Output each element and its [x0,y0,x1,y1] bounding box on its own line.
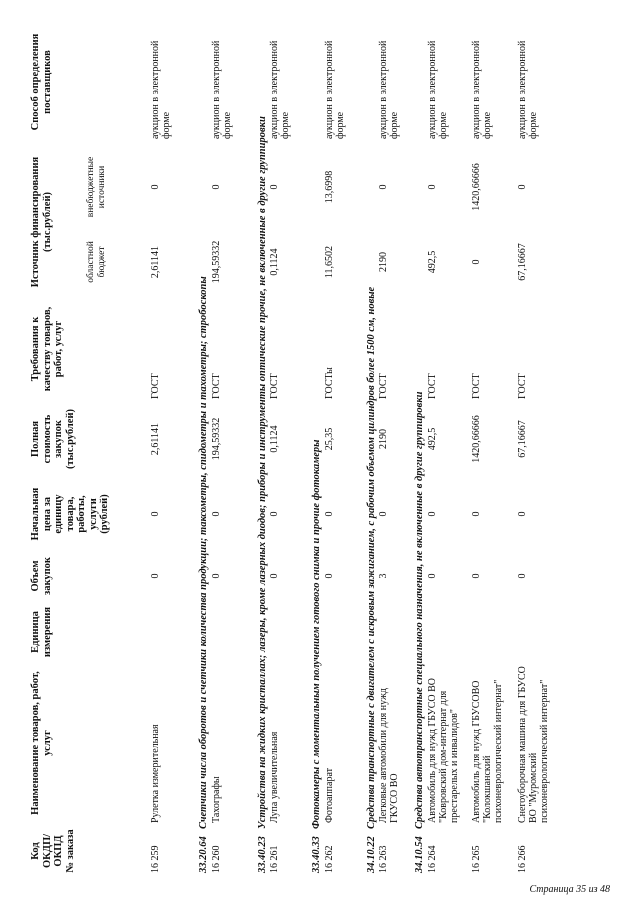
cell-price: 0 [323,511,335,517]
cell-method: аукцион в электронной форме [470,40,493,139]
page-number: Страница 35 из 48 [529,884,610,895]
cell-name: Снегоуборочная машина для ГБУСО ВО "Муромский психоневрологический интернат" [516,666,550,823]
header-method: Способ определения поставщиков [30,33,53,131]
cell-requirements: ГОСТ [378,373,389,399]
cell-method: аукцион в электронной форме [150,40,172,139]
cell-method: аукцион в электронной форме [210,40,233,139]
cell-volume: 0 [470,573,482,579]
cell-name: Тахографы [210,776,222,823]
category-row [198,25,210,873]
procurement-table [30,25,561,873]
category-title: Фотокамеры с моментальным получением готового снимка и прочие фотокамеры [311,439,322,829]
header-source: Источник финансирования (тыс.рублей) [30,156,53,288]
cell-volume: 0 [516,573,528,579]
category-code: 33.20.64 [198,836,209,873]
cell-code: 16 260 [210,845,222,873]
cell-name: Фотоаппарат [323,767,335,823]
header-unit: Единица измерения [30,606,53,658]
cell-total: 67,16667 [516,420,528,458]
cell-price: 0 [210,511,222,517]
cell-volume: 0 [210,573,222,579]
cell-total: 492,5 [426,427,438,451]
header-source-regional: областной бюджет [86,241,107,283]
cell-price: 0 [470,511,482,517]
cell-volume: 0 [150,573,161,579]
cell-extrabudget: 0 [150,184,161,190]
cell-price: 0 [426,511,438,517]
cell-regional-budget: 11,6502 [323,245,335,279]
cell-extrabudget: 0 [378,184,389,190]
cell-extrabudget: 0 [210,184,222,190]
cell-name: Рулетка измерительная [150,724,161,823]
cell-code: 16 263 [378,845,389,873]
cell-regional-budget: 492,5 [426,250,438,274]
cell-name: Легковые автомобили для нужд ГКУСО ВО [378,688,400,823]
cell-total: 0,1124 [269,425,280,453]
cell-regional-budget: 0 [470,259,482,265]
cell-price: 0 [516,511,528,517]
cell-regional-budget: 67,16667 [516,243,528,281]
cell-price: 0 [378,511,389,517]
cell-extrabudget: 0 [269,184,280,190]
category-row [366,25,378,873]
cell-requirements: ГОСТ [516,373,528,399]
category-code: 33.40.23 [256,836,268,873]
cell-regional-budget: 194,59332 [210,240,222,284]
cell-requirements: ГОСТ [269,373,280,399]
cell-code: 16 266 [516,845,528,873]
cell-code: 16 259 [150,845,161,873]
category-code: 34.10.22 [365,836,377,873]
header-source-extra: внебюджетные источники [86,156,107,218]
cell-method: аукцион в электронной форме [426,40,449,139]
header-name: Наименование товаров, работ, услуг [30,671,53,815]
cell-method: аукцион в электронной форме [269,40,291,139]
category-row [311,25,323,873]
cell-extrabudget: 1420,66666 [470,163,482,211]
header-requirements: Требования к качеству товаров, работ, услуг [30,306,64,392]
category-code: 34.10.54 [414,836,425,873]
category-title: Устройства на жидких кристаллах; лазеры, кроме лазерных диодов; приборы и инструменты оптические прочие, не включенные в другие группировки [256,116,268,829]
cell-method: аукцион в электронной форме [378,40,400,139]
cell-requirements: ГОСТ [150,373,161,399]
cell-volume: 0 [426,573,438,579]
cell-extrabudget: 0 [426,184,438,190]
category-title: Счетчики числа оборотов и счетчики количества продукции; таксометры, спидометры и тахометры; стробоскопы [198,276,209,829]
cell-name: Автомобиль для нужд ГБУСОВО "Колокшанский психоневрологический интернат" [470,679,504,823]
cell-code: 16 264 [426,845,438,873]
table-row [427,25,471,873]
cell-regional-budget: 2,61141 [150,245,161,279]
table-row [269,25,309,873]
table-row [517,25,561,873]
cell-code: 16 265 [470,845,482,873]
table-row [150,25,196,873]
cell-price: 0 [269,511,280,517]
cell-name: Лупа увеличительная [269,731,280,823]
table-body [150,25,561,873]
cell-method: аукцион в электронной форме [516,40,539,139]
cell-method: аукцион в электронной форме [323,40,346,139]
cell-code: 16 262 [323,845,335,873]
cell-total: 2190 [378,429,389,449]
cell-requirements: ГОСТ [470,373,482,399]
cell-volume: 0 [269,573,280,579]
cell-code: 16 261 [269,845,280,873]
cell-volume: 0 [323,573,335,579]
cell-regional-budget: 0,1124 [269,248,280,276]
cell-name: Автомобиль для нужд ГБУСО ВО "Ковровский дом-интернат для престарелых и инвалидов" [426,678,460,823]
header-total: Полная стоимость закупок (тыс.рублей) [30,408,76,470]
category-code: 33.40.33 [311,836,322,873]
cell-total: 25,35 [323,427,335,451]
cell-requirements: ГОСТы [323,367,335,399]
cell-total: 2,61141 [150,422,161,456]
header-price: Начальная цена за единицу товара, работы, услуги (рублей) [30,487,110,541]
cell-requirements: ГОСТ [210,373,222,399]
cell-total: 194,59332 [210,417,222,461]
cell-total: 1420,66666 [470,415,482,463]
table-row [324,25,364,873]
category-title: Средства автотранспортные специального назначения, не включенные в другие группировки [414,391,425,829]
cell-price: 0 [150,511,161,517]
header-code: Код ОКДП/ ОКПД № заказа [30,829,76,873]
cell-requirements: ГОСТ [426,373,438,399]
cell-extrabudget: 13,6998 [323,170,335,204]
table-row [378,25,412,873]
table-row [471,25,517,873]
category-title: Средства транспортные с двигателем с искровым зажиганием, с рабочим объемом цилиндров более 1500 см, новые [365,286,377,829]
cell-volume: 3 [378,573,389,579]
table-header [30,25,150,873]
category-row [257,25,269,873]
table-row [211,25,255,873]
cell-regional-budget: 2190 [378,252,389,272]
cell-extrabudget: 0 [516,184,528,190]
category-row [414,25,426,873]
header-volume: Объем закупок [30,557,53,595]
